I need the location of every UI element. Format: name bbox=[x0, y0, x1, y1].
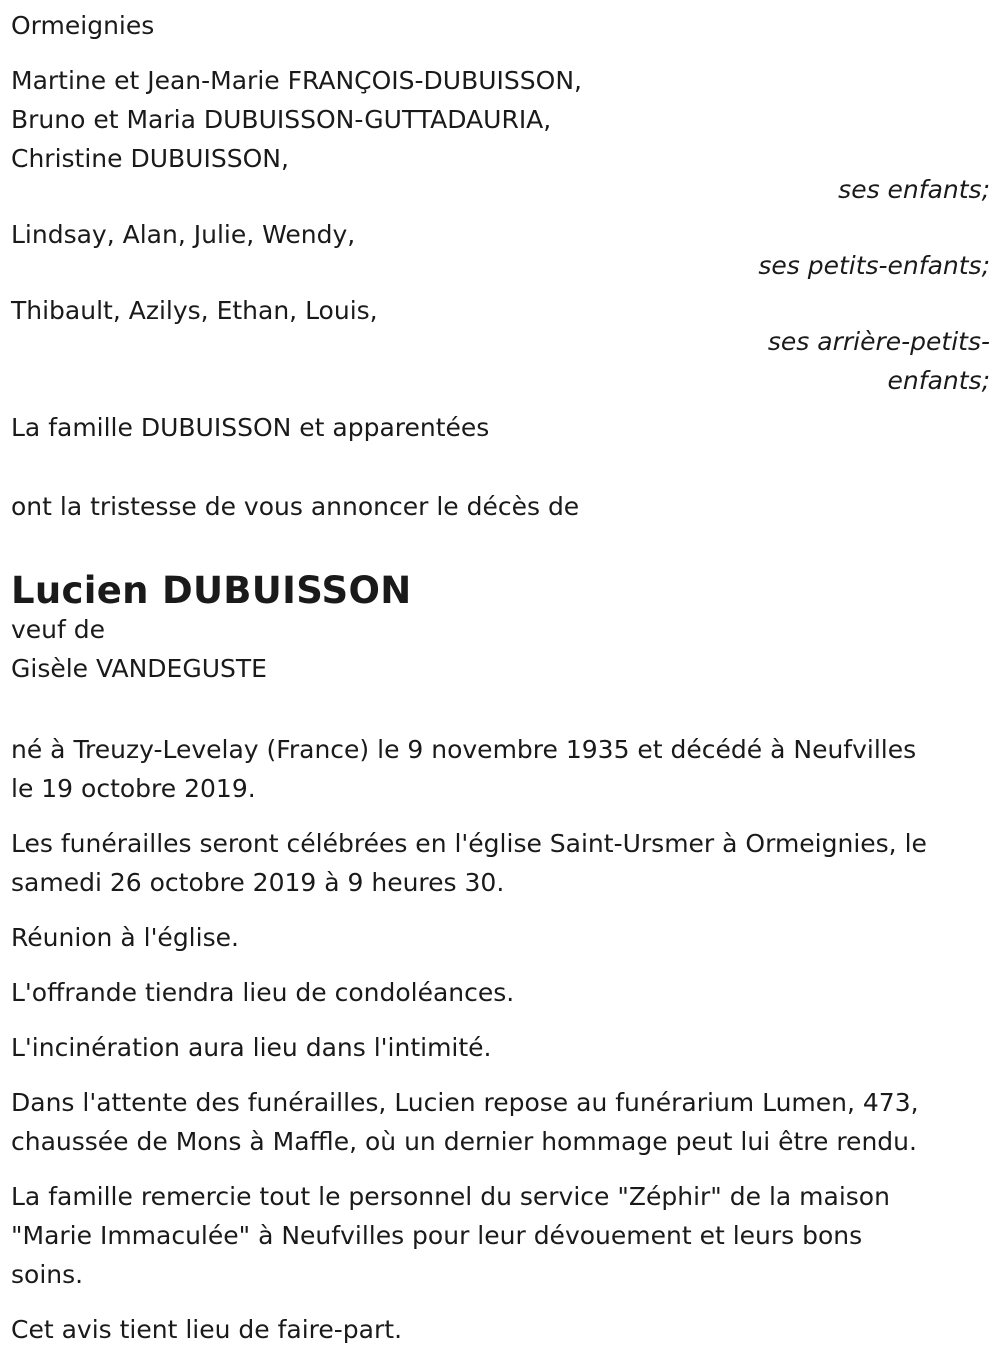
grandchildren-relation: ses petits-enfants; bbox=[758, 251, 990, 280]
widower-of: veuf de bbox=[11, 615, 106, 644]
meeting-paragraph: Réunion à l'église. bbox=[11, 923, 239, 952]
great-grandchildren-relation-1: ses arrière-petits- bbox=[767, 327, 990, 356]
grandchildren-names: Lindsay, Alan, Julie, Wendy, bbox=[11, 220, 356, 249]
thanks-line: soins. bbox=[11, 1260, 84, 1289]
funeral-paragraph bbox=[11, 824, 990, 902]
child-line: Christine DUBUISSON, bbox=[11, 144, 289, 173]
birth-death-line: né à Treuzy-Levelay (France) le 9 novembre 1935 et décédé à Neufvilles bbox=[11, 735, 917, 764]
grandchildren-section bbox=[11, 215, 990, 285]
birth-death-line: le 19 octobre 2019. bbox=[11, 774, 256, 803]
place-name: Ormeignies bbox=[11, 11, 155, 40]
birth-death-paragraph bbox=[11, 730, 990, 808]
funeral-line: Les funérailles seront célébrées en l'église Saint-Ursmer à Ormeignies, le bbox=[11, 829, 927, 858]
cremation-paragraph: L'incinération aura lieu dans l'intimité. bbox=[11, 1033, 492, 1062]
funeral-line: samedi 26 octobre 2019 à 9 heures 30. bbox=[11, 868, 505, 897]
children-relation: ses enfants; bbox=[838, 175, 990, 204]
children-section bbox=[11, 61, 990, 209]
notice-paragraph: Cet avis tient lieu de faire-part. bbox=[11, 1315, 403, 1344]
child-line: Bruno et Maria DUBUISSON-GUTTADAURIA, bbox=[11, 105, 552, 134]
rest-paragraph bbox=[11, 1083, 990, 1161]
family-line: La famille DUBUISSON et apparentées bbox=[11, 413, 490, 442]
rest-line: chaussée de Mons à Maffle, où un dernier hommage peut lui être rendu. bbox=[11, 1127, 917, 1156]
deceased-name: Lucien DUBUISSON bbox=[11, 569, 412, 612]
rest-line: Dans l'attente des funérailles, Lucien repose au funérarium Lumen, 473, bbox=[11, 1088, 919, 1117]
child-line: Martine et Jean-Marie FRANÇOIS-DUBUISSON, bbox=[11, 66, 582, 95]
thanks-line: "Marie Immaculée" à Neufvilles pour leur dévouement et leurs bons bbox=[11, 1221, 863, 1250]
thanks-paragraph bbox=[11, 1177, 990, 1294]
thanks-line: La famille remercie tout le personnel du service "Zéphir" de la maison bbox=[11, 1182, 890, 1211]
offering-paragraph: L'offrande tiendra lieu de condoléances. bbox=[11, 978, 515, 1007]
announcement-line: ont la tristesse de vous annoncer le décès de bbox=[11, 492, 580, 521]
great-grandchildren-relation-2: enfants; bbox=[887, 366, 990, 395]
great-grandchildren-section bbox=[11, 291, 990, 400]
spouse-name: Gisèle VANDEGUSTE bbox=[11, 654, 267, 683]
great-grandchildren-names: Thibault, Azilys, Ethan, Louis, bbox=[11, 296, 378, 325]
